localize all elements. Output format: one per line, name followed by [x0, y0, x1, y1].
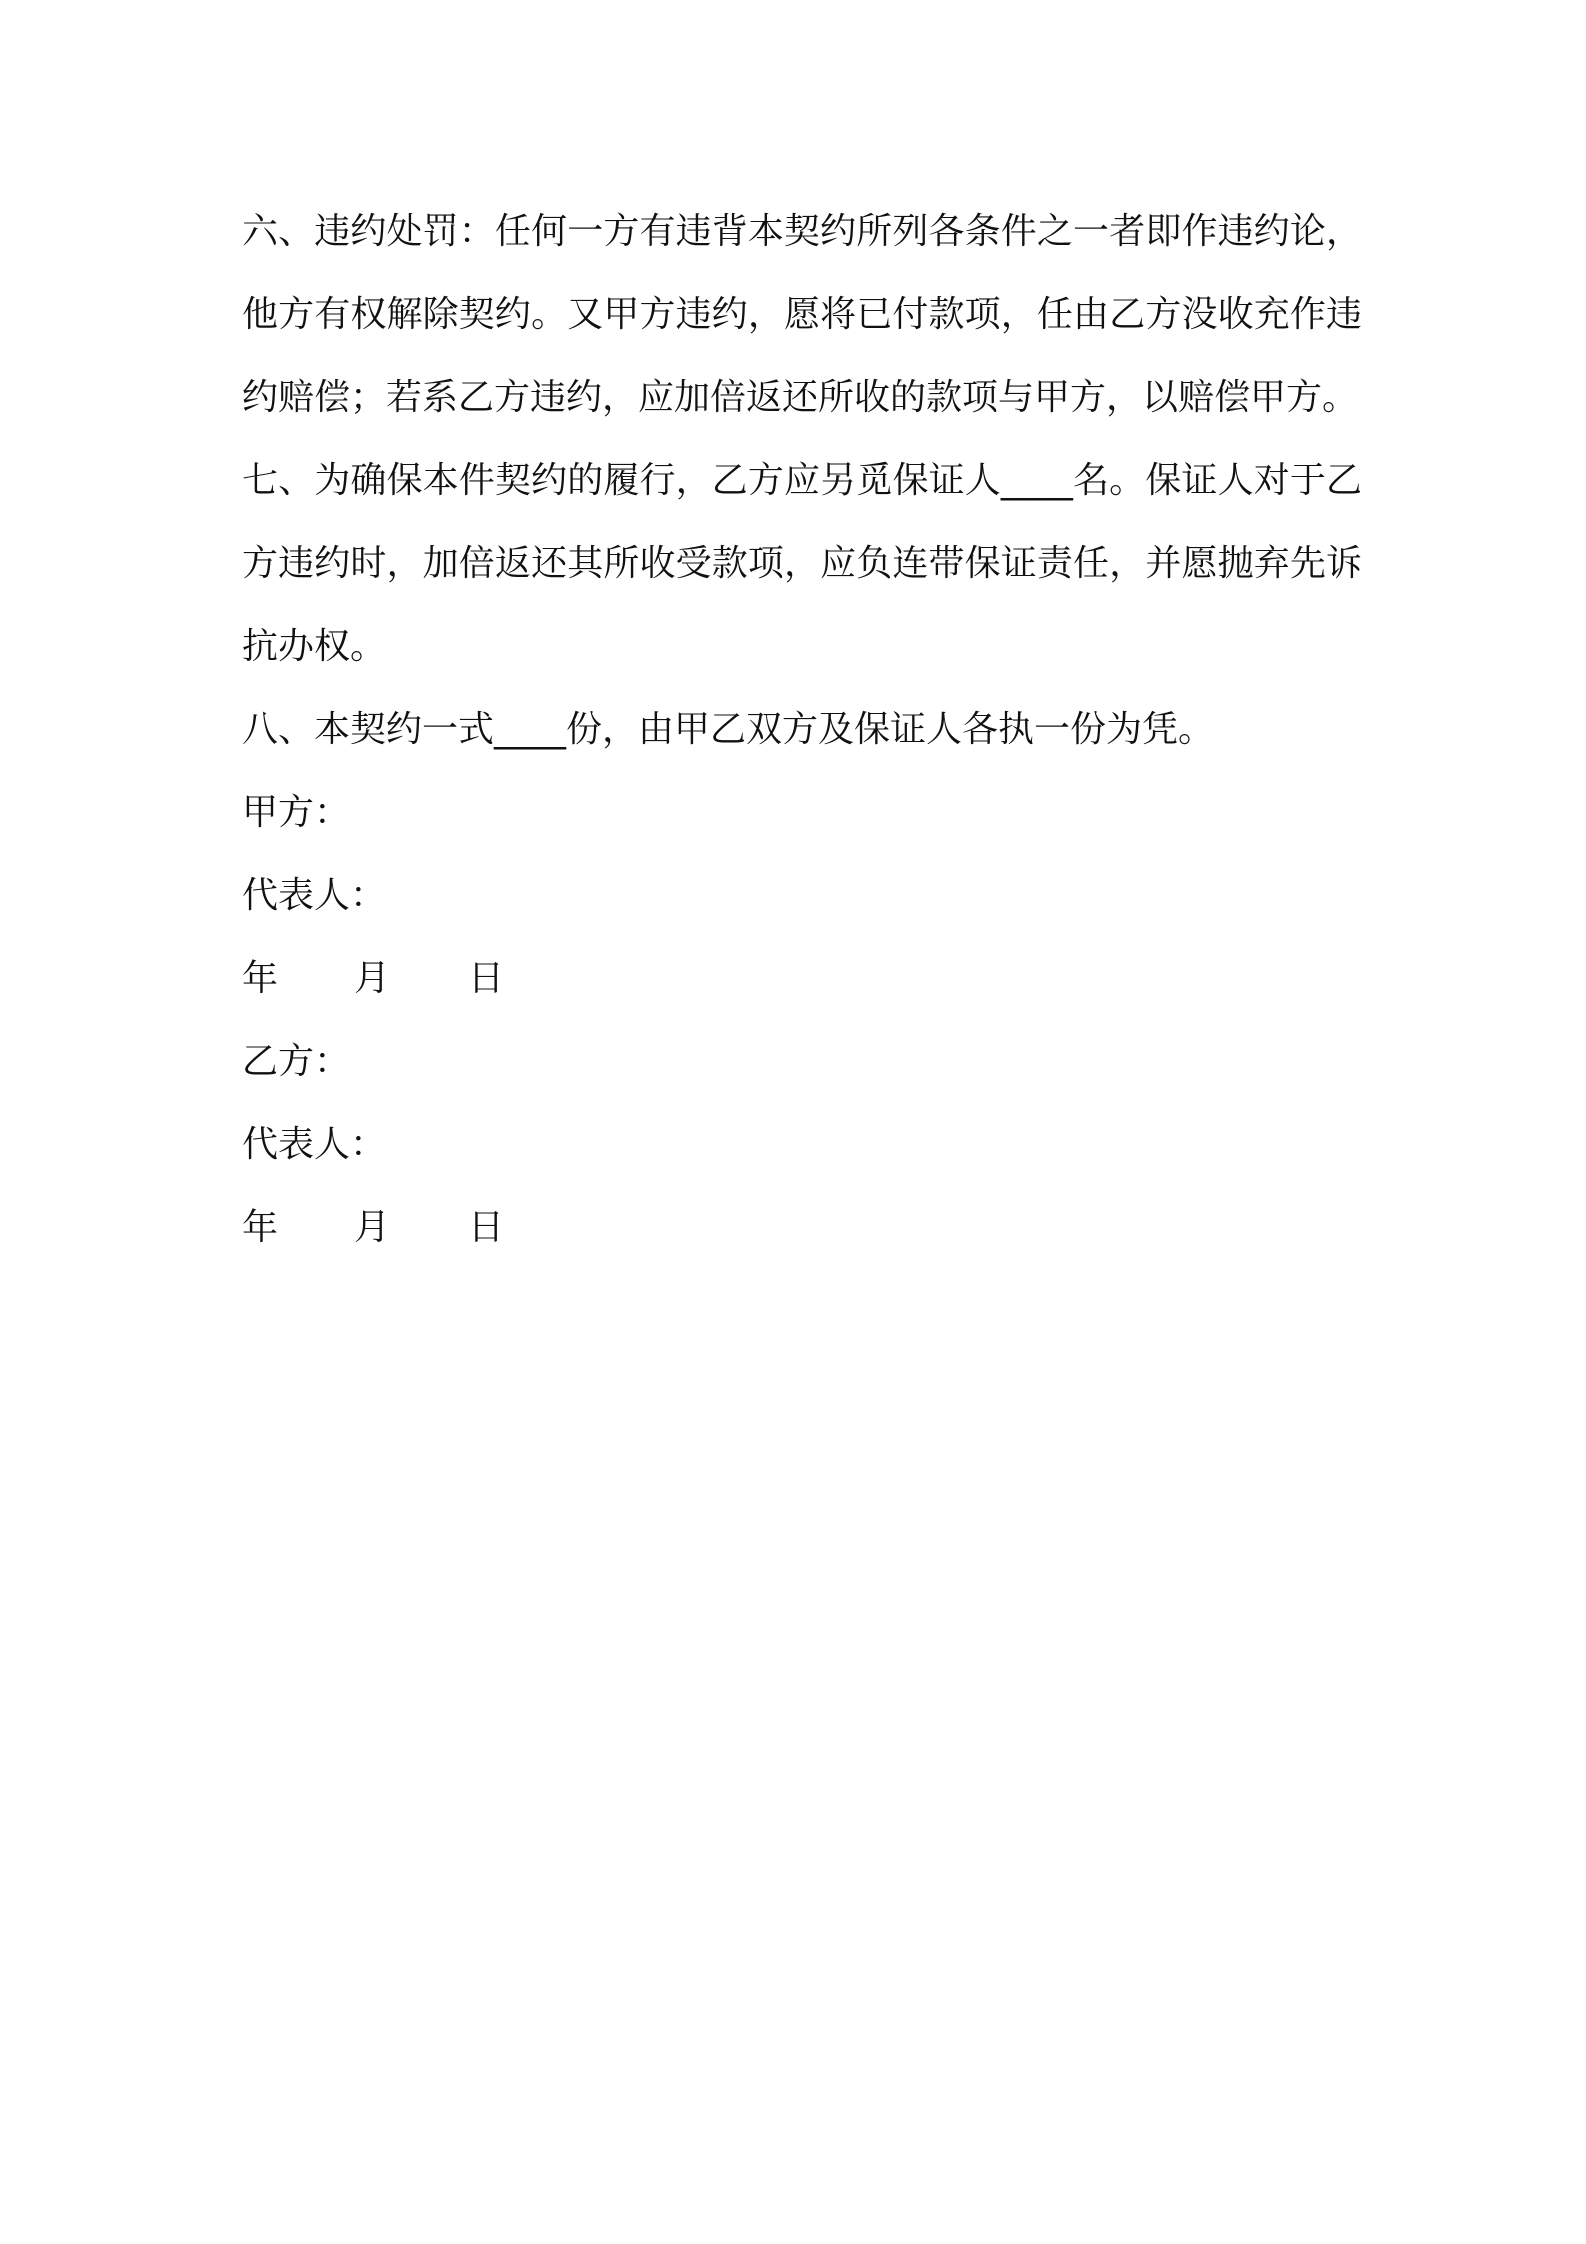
clause-eight: 八、本契约一式____份，由甲乙双方及保证人各执一份为凭。: [242, 709, 1215, 750]
date-month-label: 月: [354, 1207, 391, 1248]
party-a-label: 甲方：: [242, 792, 351, 833]
party-b-date: [242, 1186, 1362, 1269]
party-a-representative-label: 代表人：: [242, 875, 387, 916]
contract-body: [242, 190, 1362, 1269]
party-b-representative-label: 代表人：: [242, 1124, 387, 1165]
date-day-label: 日: [468, 1207, 505, 1248]
clause-six: 六、违约处罚：任何一方有违背本契约所列各条件之一者即作违约论，他方有权解除契约。又甲方违约，愿将已付款项，任由乙方没收充作违约赔偿；若系乙方违约，应加倍返还所收的款项与甲方，以赔偿甲方。: [242, 211, 1362, 418]
date-day-label: 日: [468, 958, 505, 999]
date-year-label: 年: [242, 958, 279, 999]
date-month-label: 月: [354, 958, 391, 999]
party-b-label: 乙方：: [242, 1041, 351, 1082]
date-year-label: 年: [242, 1207, 279, 1248]
party-a-date: [242, 937, 1362, 1020]
clause-seven: 七、为确保本件契约的履行，乙方应另觅保证人____名。保证人对于乙方违约时，加倍返还其所收受款项，应负连带保证责任，并愿抛弃先诉抗办权。: [242, 460, 1362, 667]
